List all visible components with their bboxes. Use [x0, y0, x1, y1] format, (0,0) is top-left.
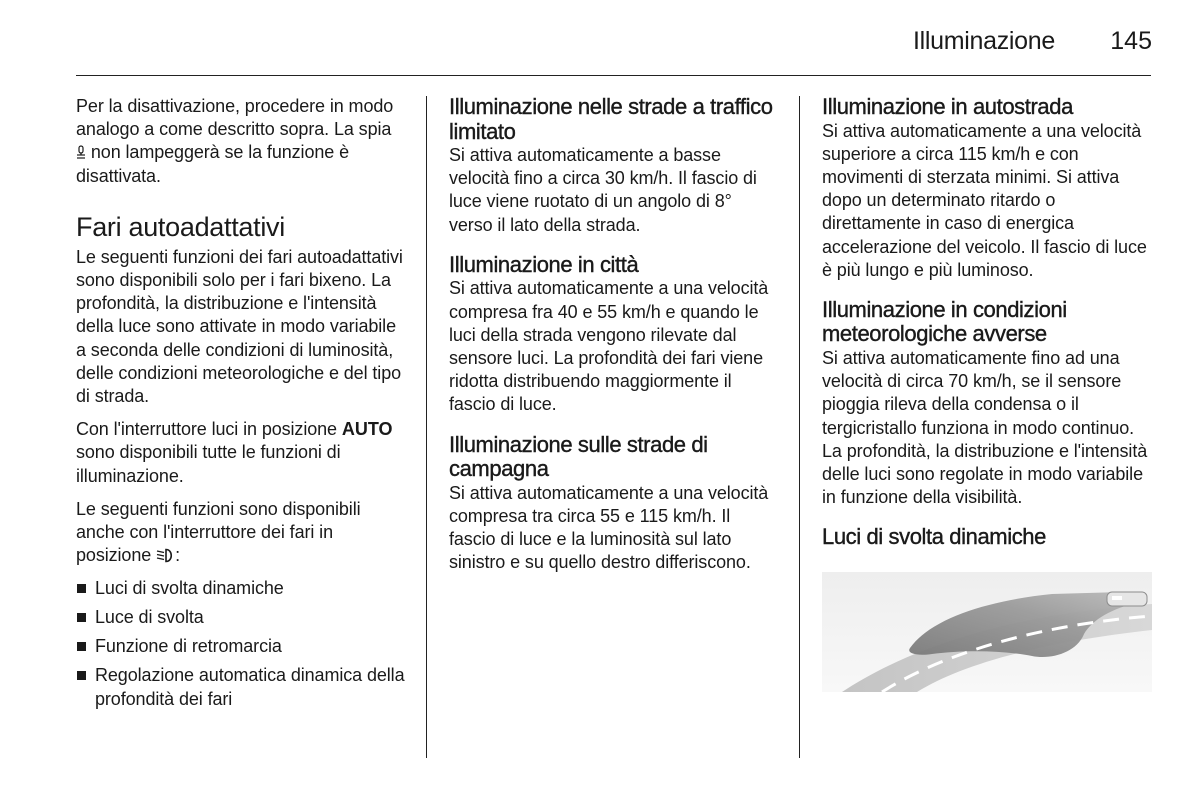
auto-position-label: AUTO [341, 419, 393, 440]
intro-paragraph: Per la disattivazione, procedere in modo analogo a come descritto sopra. La spia non lampeggerà se la funzione è disattivata. [76, 96, 394, 186]
bullet-square-icon [77, 671, 86, 680]
subsection-title: Illuminazione in autostrada [822, 94, 1073, 119]
list-item: Regolazione automatica dinamica della profondità dei fari [76, 664, 406, 710]
subsection-body: Si attiva automaticamente a basse velocità fino a circa 30 km/h. Il fascio di luce viene ruotato di un angolo di 8° verso il lato della strada. [449, 145, 757, 235]
bullet-square-icon [77, 613, 86, 622]
curved-road-headlight-beam-illustration [822, 572, 1152, 692]
low-beam-headlight-icon [156, 548, 175, 563]
column-divider [426, 96, 427, 758]
paragraph: Con l'interruttore luci in posizione AUTO sono disponibili tutte le funzioni di illuminazione. [76, 419, 393, 486]
subsection-title: Illuminazione nelle strade a traffico limitato [449, 94, 773, 144]
list-item: Funzione di retromarcia [76, 635, 406, 658]
subsection-body: Si attiva automaticamente a una velocità superiore a circa 115 km/h e con movimenti di sterzata minimi. Si attiva dopo un determinato ritardo o direttamente in caso di energica accelerazione del veicolo. Il fascio di luce è più lungo e più luminoso. [822, 120, 1147, 280]
header-divider [76, 75, 1151, 76]
list-item: Luce di svolta [76, 606, 406, 629]
subsection-title: Illuminazione in città [449, 251, 639, 277]
page-number: 145 [1110, 27, 1152, 55]
page-header-title: Illuminazione [912, 27, 1055, 55]
subsection-body: Si attiva automaticamente a una velocità compresa tra circa 55 e 115 km/h. Il fascio di luce e la luminosità sul lato sinistro e su quello destro differiscono. [449, 482, 769, 573]
column-middle [449, 95, 779, 584]
section-title: Fari autoadattativi [76, 211, 285, 242]
column-divider [799, 96, 800, 758]
column-left [76, 95, 406, 717]
bullet-square-icon [77, 642, 86, 651]
paragraph: Le seguenti funzioni dei fari autoadattativi sono disponibili solo per i fari bixeno. La profondità, la distribuzione e l'intensità della luce sono attivate in modo variabile a seconda delle condizioni di luminosità, delle condizioni meteorologiche e del tipo di strada. [76, 246, 403, 407]
subsection-title: Illuminazione sulle strade di campagna [449, 431, 708, 482]
subsection-title: Luci di svolta dinamiche [822, 524, 1046, 550]
paragraph: Le seguenti funzioni sono disponibili anche con l'interruttore dei fari in posizione : [76, 498, 361, 566]
column-right [822, 95, 1152, 692]
subsection-body: Si attiva automaticamente fino ad una velocità di circa 70 km/h, se il sensore pioggia rileva della condensa o il tergicristallo funziona in modo continuo. La profondità, la distribuzione e l'intensità delle luci sono regolate in modo variabile in funzione della visibilità. [822, 347, 1148, 508]
subsection-title: Illuminazione in condizioni meteorologiche avverse [822, 296, 1067, 347]
list-item: Luci di svolta dinamiche [76, 577, 406, 600]
bullet-square-icon [77, 584, 86, 593]
afl-warning-lamp-icon [76, 145, 86, 160]
subsection-body: Si attiva automaticamente a una velocità compresa fra 40 e 55 km/h e quando le luci della strada vengono rilevate dal sensore luci. La profondità dei fari viene ridotta distribuendo maggiormente il fascio di luce. [449, 278, 769, 415]
feature-list [76, 577, 406, 710]
